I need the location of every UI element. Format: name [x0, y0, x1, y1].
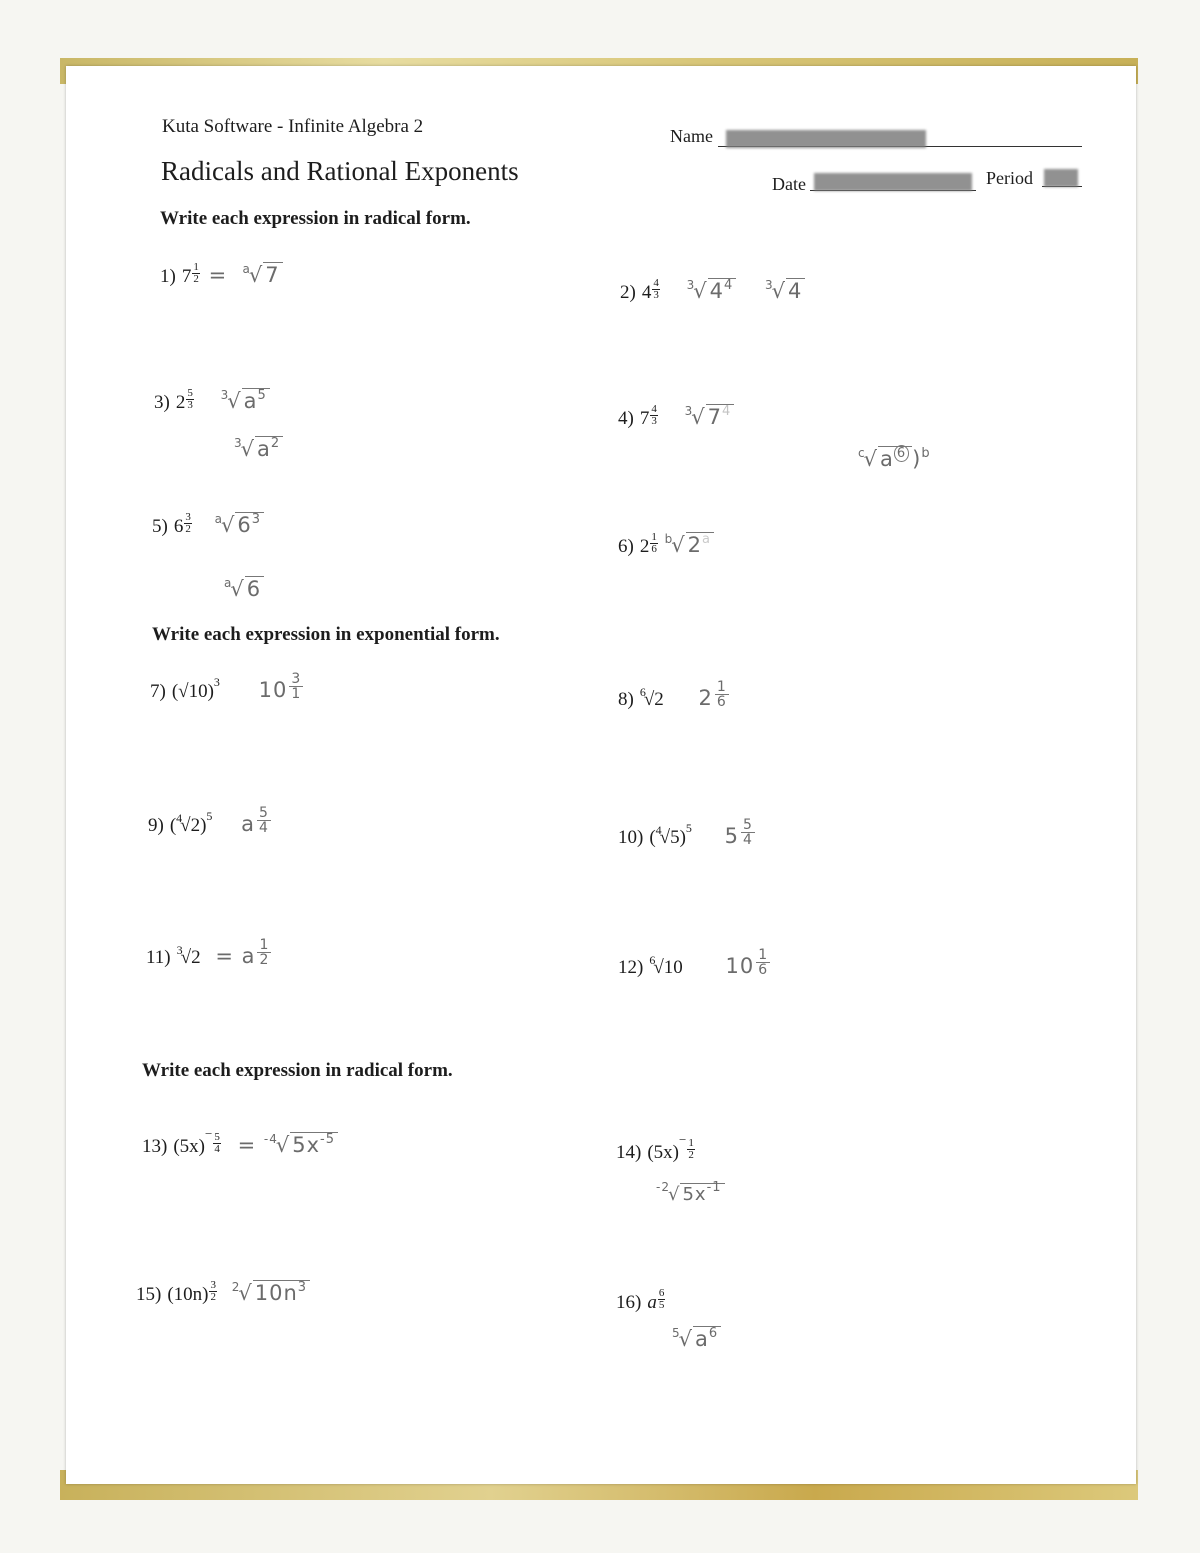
problem-number: 5) [152, 516, 168, 537]
radical-sign: √ [653, 957, 664, 978]
answer-exponent [289, 672, 303, 701]
section-instruction-3: Write each expression in radical form. [142, 1060, 453, 1081]
exp-denominator: 2 [259, 952, 270, 968]
exp-denominator: 2 [193, 273, 199, 285]
problem-3-answer-2: $^3√a^2$ [234, 436, 283, 461]
exp-denominator: 6 [716, 694, 727, 710]
radicand-exponent: 6 [708, 1326, 719, 1341]
handwritten-answer-2: $^3$√4 [765, 279, 805, 303]
answer-exponent [756, 948, 770, 977]
radical-sign: √ [248, 263, 264, 287]
problem-14-answer: $^{-2}$√ $5x^{-1}$ [656, 1180, 725, 1205]
problem-base: (5x) [173, 1136, 205, 1157]
problem-7 [150, 672, 303, 703]
radicand: 2 [190, 815, 201, 836]
handwritten-answer [725, 947, 771, 978]
root-index: 5 [672, 1326, 681, 1340]
handwritten-answer [724, 817, 755, 848]
radicand-exponent: 2 [270, 436, 281, 451]
section-instruction-1: Write each expression in radical form. [160, 208, 471, 229]
radicand [708, 278, 737, 303]
problem-5 [152, 512, 264, 538]
radicand-base: a [243, 389, 258, 413]
radicand-exponent: -5 [320, 1132, 335, 1147]
exp-denominator: 4 [214, 1143, 220, 1155]
problem-expression: (√10) [171, 681, 214, 702]
problem-base: (5x) [647, 1142, 679, 1163]
expression-exponent: 3 [213, 674, 220, 689]
radicand-base: 5x [682, 1184, 707, 1205]
name-redaction [726, 130, 926, 148]
radicand: 5 [670, 827, 680, 848]
outer-exponent: b [921, 446, 931, 461]
equals-sign: = [237, 1133, 257, 1157]
problem-base: 2 [639, 536, 650, 557]
handwritten-answer-1: $^a√6^3$ [215, 513, 264, 537]
equals-sign: = [215, 944, 234, 968]
circled-exponent: 6 [894, 445, 909, 462]
radicand: 4 [786, 278, 805, 303]
radicand [242, 388, 270, 413]
problem-10: 10) $(^4√5)^5$ 5 $\frac{5}{4}$ [618, 817, 753, 848]
problem-number: 8) [618, 689, 634, 710]
close-paren: ) [912, 447, 922, 471]
radicand-base: 2 [687, 533, 702, 557]
exponent-fraction [650, 532, 658, 555]
problem-number: 13) [142, 1136, 168, 1157]
problem-base: 6 [173, 516, 184, 537]
answer-base: 10 [258, 678, 288, 702]
root-index: 3 [765, 278, 774, 292]
exponent-fraction [658, 1288, 666, 1311]
radicand-base: 7 [707, 405, 722, 429]
exp-denominator: 1 [291, 686, 302, 702]
exponent-fraction [192, 262, 200, 285]
handwritten-answer [209, 263, 283, 287]
exponent-fraction [687, 1138, 695, 1161]
period-label: Period [986, 168, 1033, 188]
section-instruction-2: Write each expression in exponential form. [152, 624, 500, 645]
root-index: 6 [639, 685, 646, 699]
radicand-base: 5x [292, 1133, 321, 1157]
radicand-base: a [880, 447, 894, 471]
problem-number: 9) [148, 815, 164, 836]
radicand-base: 10n [254, 1281, 298, 1305]
problem-base: (10n) [167, 1284, 209, 1305]
radicand [706, 404, 735, 429]
exp-numerator: 3 [185, 511, 191, 523]
radicand-base: a [695, 1327, 709, 1351]
root-index: 3 [686, 278, 696, 292]
radicand-base: 6 [237, 513, 252, 537]
answer-base: 5 [724, 824, 740, 848]
problem-1 [160, 262, 283, 288]
answer-base: a [241, 944, 256, 968]
handwritten-answer [258, 671, 304, 702]
root-index: -2 [656, 1180, 670, 1194]
problem-number: 2) [620, 282, 636, 303]
exponent-fraction [209, 1280, 217, 1303]
exponent-sign: − [204, 1126, 213, 1141]
radical-sign: √ [659, 827, 671, 848]
exp-numerator: 5 [259, 805, 269, 821]
exp-numerator: 1 [193, 261, 199, 273]
problem-15 [136, 1280, 310, 1306]
problem-2 [620, 278, 805, 304]
problem-base: 7 [639, 408, 650, 429]
problem-number: 10) [618, 827, 644, 848]
radicand [686, 532, 714, 557]
exponent-fraction [213, 1132, 221, 1155]
exp-numerator: 1 [758, 947, 769, 963]
exp-numerator: 3 [210, 1279, 216, 1291]
root-index: 2 [231, 1280, 241, 1294]
handwritten-answer-1: $^3√4^4$ [687, 279, 737, 303]
answer-exponent [257, 806, 271, 835]
radicand-base: a [257, 437, 271, 461]
handwritten-answer: = $^{-4}√5x^{-5}$ [238, 1133, 338, 1157]
root-index: b [664, 532, 674, 546]
radicand-exponent: 3 [297, 1280, 308, 1295]
exp-numerator: 5 [187, 387, 193, 399]
root-index: a [214, 512, 223, 526]
radical-sign: √ [180, 815, 191, 836]
answer-exponent [741, 818, 755, 847]
exponent-fraction [184, 512, 192, 535]
radical-sign: √ [180, 947, 192, 968]
root-index: a [224, 576, 233, 590]
problem-6 [618, 532, 714, 558]
problem-number: 4) [618, 408, 634, 429]
radicand: 2 [654, 689, 664, 710]
exp-numerator: 5 [214, 1131, 220, 1143]
radicand-exponent: 4 [721, 404, 732, 419]
problem-13 [142, 1126, 338, 1158]
answer-base: 10 [725, 954, 755, 978]
exp-denominator: 3 [651, 415, 657, 427]
handwritten-answer: $^b$√2$^a$ [665, 533, 714, 557]
problem-16-answer: $^5√a^6$ [672, 1326, 721, 1351]
root-index: -4 [263, 1132, 278, 1146]
problem-11 [146, 938, 271, 969]
problem-12 [618, 948, 770, 979]
exp-denominator: 3 [653, 289, 659, 301]
worksheet-page [66, 66, 1136, 1484]
answer-base: a [241, 812, 256, 836]
exp-numerator: 6 [658, 1287, 665, 1299]
date-label: Date [772, 174, 806, 194]
exp-numerator: 1 [259, 937, 270, 953]
problem-number: 15) [136, 1284, 162, 1305]
root-index: 3 [176, 943, 183, 957]
problem-9: 9) $(^4√2)^5$ a $\frac{5}{4}$ [148, 805, 269, 836]
root-index: 3 [220, 388, 230, 402]
problem-base: 7 [181, 266, 192, 287]
exponent-sign: − [678, 1132, 687, 1147]
exp-denominator: 2 [210, 1291, 216, 1303]
exp-numerator: 5 [743, 817, 753, 833]
exp-numerator: 4 [653, 277, 659, 289]
radicand [253, 1280, 310, 1305]
exp-denominator: 3 [187, 399, 193, 411]
problem-base: 4 [641, 282, 652, 303]
problem-number: 14) [616, 1142, 642, 1163]
problem-number: 11) [146, 947, 171, 968]
root-index: 3 [234, 436, 243, 450]
radicand-exponent: 5 [257, 388, 267, 403]
handwritten-answer-1: $^3√a^5$ [221, 389, 270, 413]
expression-exponent: 5 [206, 808, 213, 823]
problem-16 [616, 1288, 665, 1314]
radicand: 7 [263, 262, 282, 287]
radicand [255, 436, 283, 461]
problem-number: 6) [618, 536, 634, 557]
root-index: 6 [649, 953, 656, 967]
exponent-fraction [186, 388, 194, 411]
problem-number: 7) [150, 681, 166, 702]
exp-numerator: 1 [716, 679, 727, 695]
radicand-exponent: -1 [706, 1180, 722, 1195]
radicand [878, 446, 912, 471]
exp-denominator: 2 [185, 523, 191, 535]
exp-numerator: 1 [688, 1137, 694, 1149]
margin-scribble: $^c$√a $^6$ )$^b$ [858, 446, 931, 471]
exp-denominator: 6 [758, 962, 769, 978]
root-index: a [242, 262, 251, 276]
expression-exponent: 5 [685, 820, 692, 835]
publisher-label: Kuta Software - Infinite Algebra 2 [162, 116, 424, 137]
radicand-base: 4 [709, 279, 724, 303]
problem-base: a [647, 1292, 657, 1313]
equals-sign: = [208, 263, 228, 287]
root-index: 4 [655, 823, 662, 837]
root-index: c [858, 446, 866, 460]
answer-exponent [715, 680, 729, 709]
radicand [680, 1180, 724, 1205]
exp-denominator: 6 [651, 543, 657, 555]
root-index: 3 [684, 404, 694, 418]
problem-number: 1) [160, 266, 176, 287]
handwritten-answer [241, 805, 271, 836]
problem-base: 2 [175, 392, 186, 413]
exp-denominator: 4 [259, 820, 269, 836]
radicand [693, 1326, 721, 1351]
radicand: 2 [191, 947, 201, 968]
exp-denominator: 2 [688, 1149, 694, 1161]
exponent-fraction [652, 278, 660, 301]
handwritten-answer [698, 679, 729, 710]
exp-denominator: 5 [658, 1299, 665, 1311]
exponent-fraction [650, 404, 658, 427]
problem-3 [154, 388, 270, 414]
radicand: 10 [663, 957, 683, 978]
problem-8 [618, 680, 729, 711]
date-redaction [814, 173, 972, 191]
period-redaction [1044, 169, 1078, 187]
radicand-exponent: 3 [251, 512, 261, 527]
exp-numerator: 4 [651, 403, 657, 415]
root-index: 4 [176, 811, 183, 825]
page-title: Radicals and Rational Exponents [161, 156, 519, 186]
problem-number: 3) [154, 392, 170, 413]
exp-numerator: 3 [291, 671, 302, 687]
radical-sign: √ [643, 689, 655, 710]
problem-14 [616, 1132, 695, 1164]
radicand-exponent: a [701, 532, 711, 547]
problem-number: 16) [616, 1292, 642, 1313]
handwritten-answer [215, 937, 271, 968]
problem-4 [618, 404, 734, 430]
handwritten-answer: $^3√7^4$ [685, 405, 735, 429]
radicand [290, 1132, 338, 1157]
radicand-exponent: 4 [723, 278, 734, 293]
exp-denominator: 4 [743, 832, 753, 848]
problem-5-answer-2: $^a$√6 [224, 576, 264, 601]
handwritten-answer: $^2√10n^3$ [232, 1281, 310, 1305]
name-label: Name [670, 126, 713, 146]
exp-numerator: 1 [651, 531, 657, 543]
radicand [235, 512, 264, 537]
answer-exponent [257, 938, 271, 967]
radicand: 6 [245, 576, 264, 601]
problem-number: 12) [618, 957, 644, 978]
answer-base: 2 [698, 686, 713, 710]
